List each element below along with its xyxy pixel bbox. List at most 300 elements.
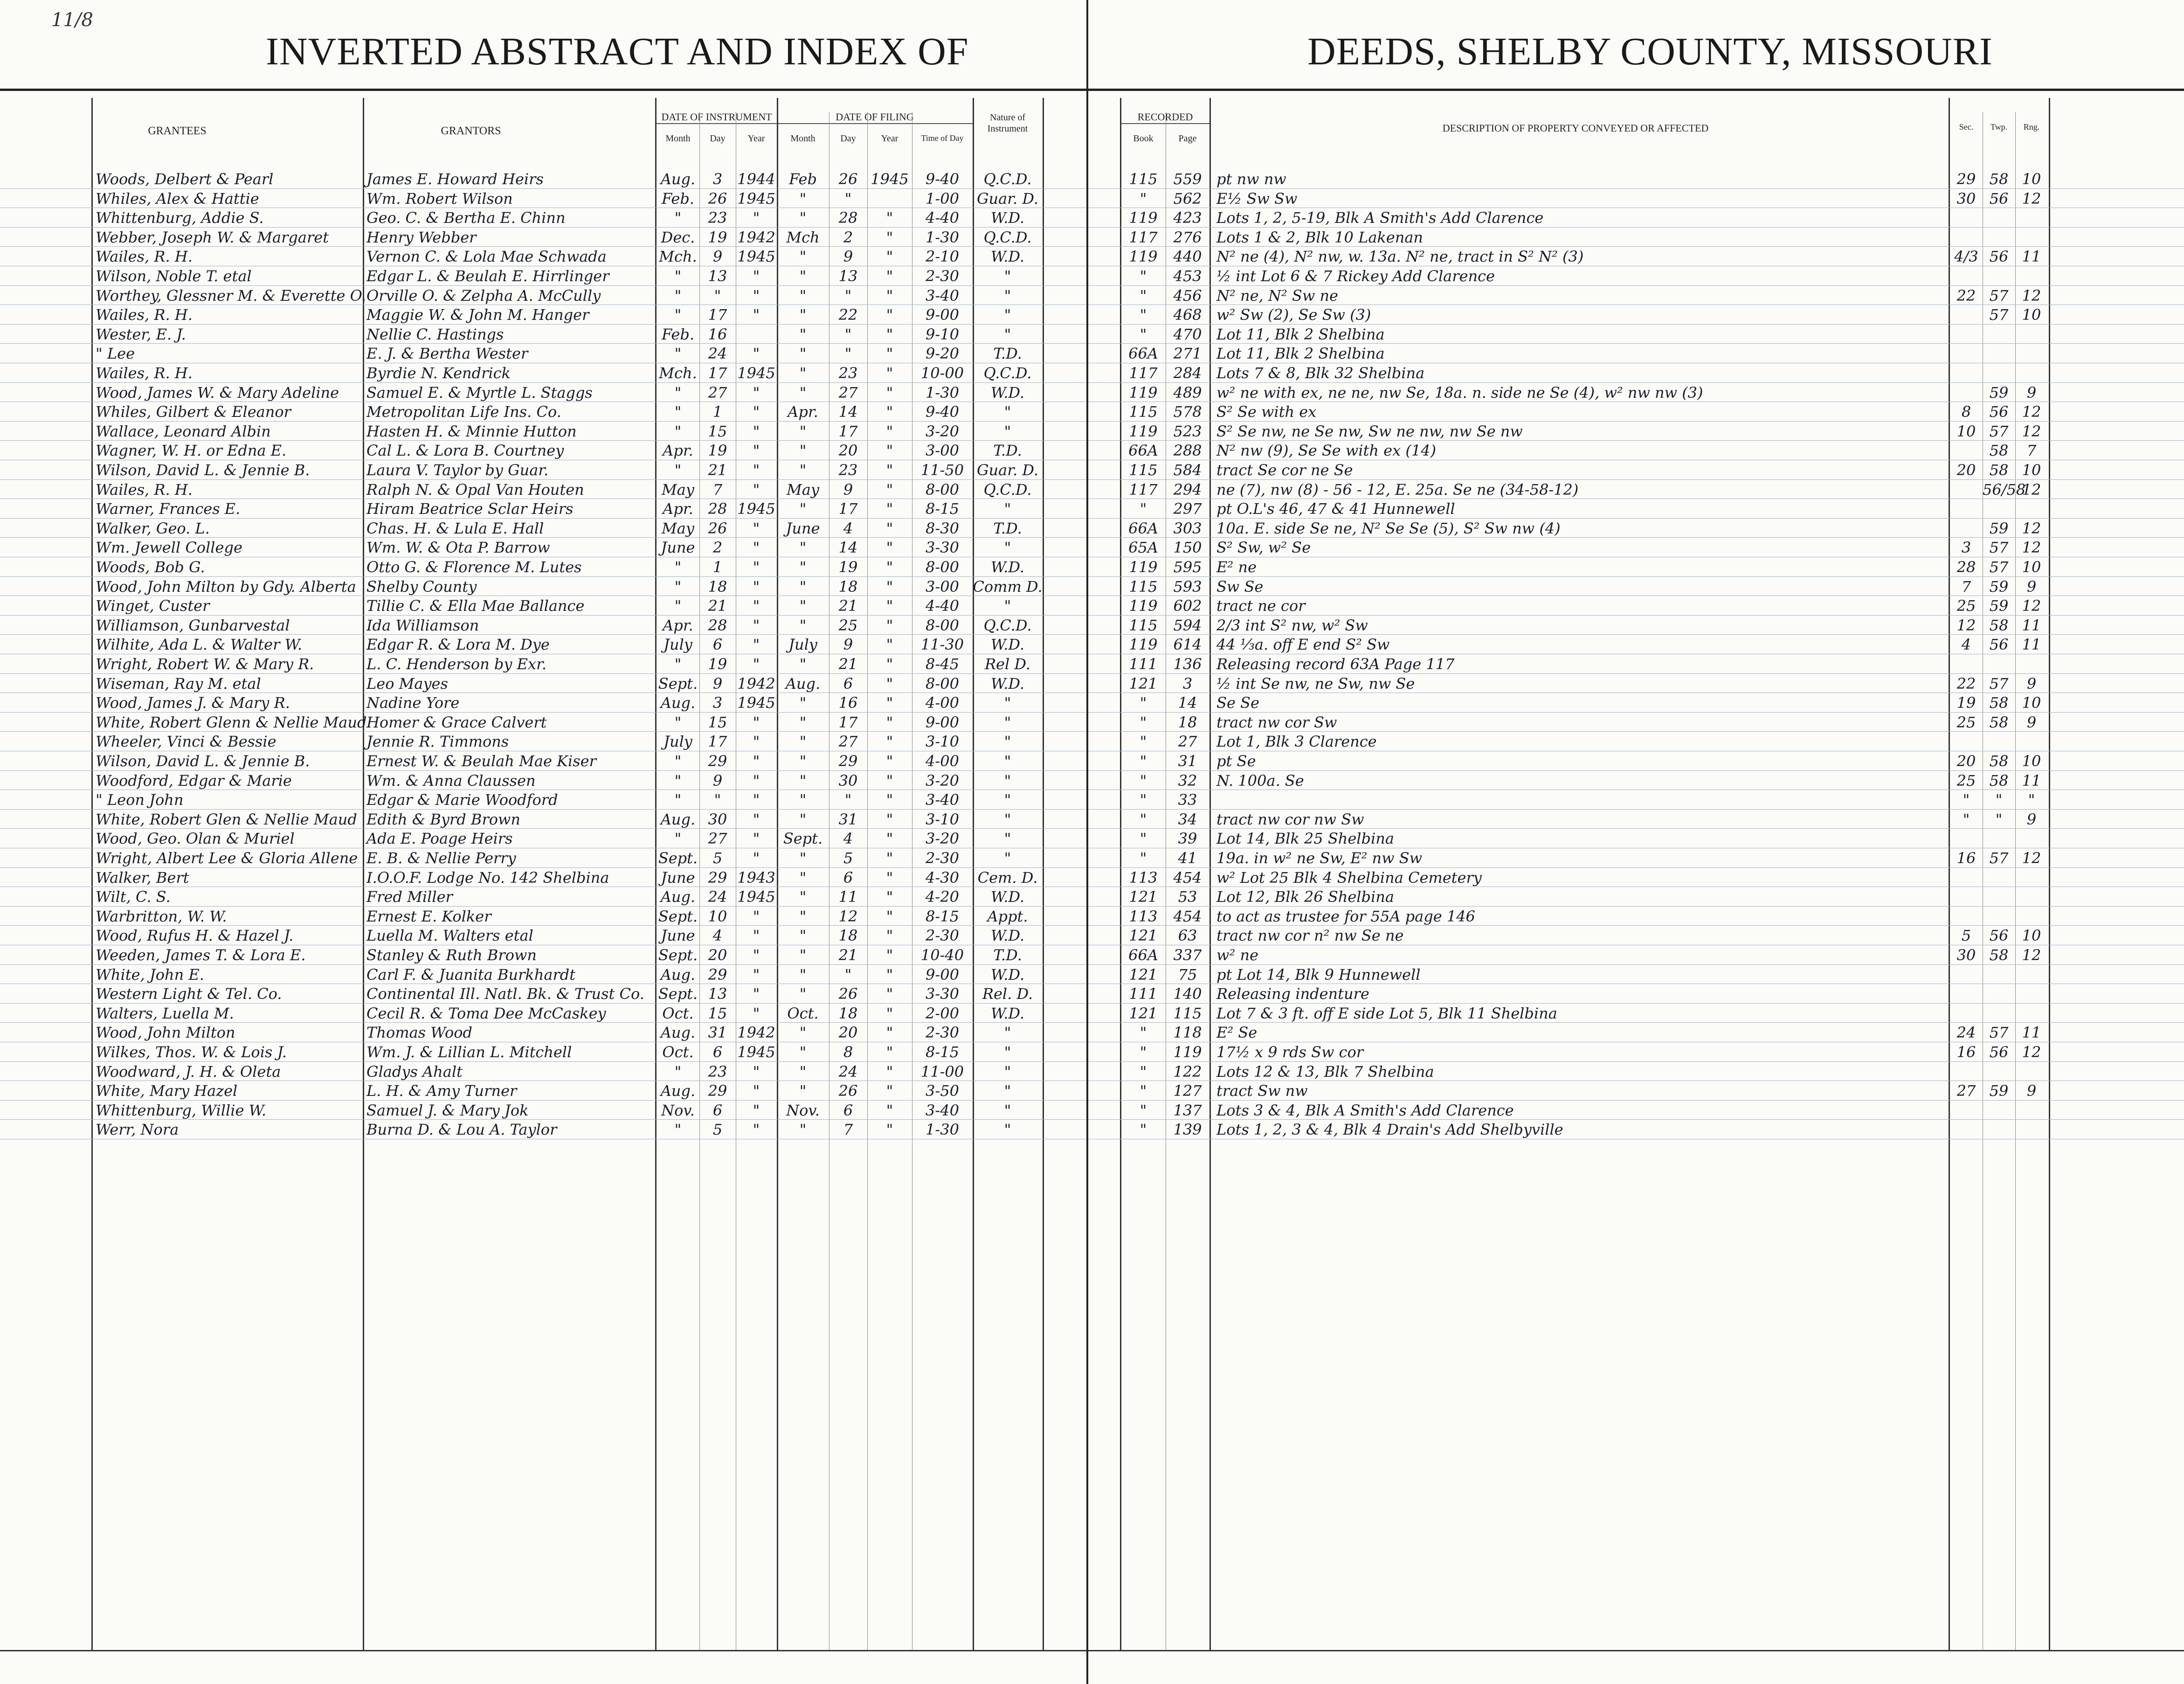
- time-of-day-cell: 8-00: [926, 616, 959, 634]
- instrument-year-cell: 1945: [737, 364, 775, 382]
- nature-cell: ": [1004, 733, 1011, 751]
- instrument-year-cell: ": [753, 927, 760, 945]
- ledger-row: [1088, 790, 2184, 810]
- ledger-row: [0, 828, 1086, 848]
- ledger-row: [0, 848, 1086, 868]
- instrument-year-cell: ": [753, 616, 760, 634]
- ledger-row: [0, 1022, 1086, 1042]
- description-cell: Lot 7 & 3 ft. off E side Lot 5, Blk 11 Shelbina: [1216, 1004, 1557, 1022]
- rng-cell: 9: [2026, 577, 2037, 596]
- filing-year-cell: ": [886, 1024, 893, 1042]
- ledger-row: [0, 227, 1086, 247]
- grantee-cell: Wallace, Leonard Albin: [96, 422, 271, 440]
- instrument-year-cell: ": [753, 577, 760, 596]
- grantee-cell: Wilson, Noble T. etal: [96, 267, 252, 285]
- page-cell: 337: [1173, 946, 1202, 964]
- time-of-day-header: Time of Day: [921, 133, 964, 143]
- instrument-month-cell: ": [674, 461, 682, 479]
- grantee-cell: Wailes, R. H.: [96, 248, 193, 266]
- instrument-day-cell: 21: [708, 597, 727, 615]
- book-cell: 115: [1129, 403, 1158, 421]
- book-cell: ": [1140, 733, 1147, 751]
- sec-cell: 29: [1956, 170, 1976, 188]
- grantor-cell: Thomas Wood: [366, 1024, 472, 1042]
- instrument-month-cell: Oct.: [662, 1004, 694, 1022]
- twp-cell: 57: [1989, 422, 2009, 440]
- ledger-row: [0, 887, 1086, 907]
- description-cell: tract ne cor: [1216, 597, 1306, 615]
- instrument-month-cell: Mch.: [659, 364, 697, 382]
- page-cell: 39: [1178, 830, 1197, 848]
- instrument-day-cell: 26: [708, 519, 727, 537]
- ledger-row: [0, 382, 1086, 402]
- filing-day-cell: 18: [838, 927, 858, 945]
- filing-month-cell: Mch: [786, 228, 820, 246]
- ledger-row: [0, 925, 1086, 945]
- time-of-day-cell: 1-00: [926, 189, 959, 208]
- left-page: [0, 0, 1088, 1684]
- time-of-day-cell: 2-30: [926, 927, 959, 945]
- filing-year-cell: ": [886, 946, 893, 964]
- grantee-cell: Wester, E. J.: [96, 325, 186, 343]
- filing-day-cell: 28: [838, 209, 858, 227]
- instrument-day-cell: 26: [708, 189, 727, 208]
- instrument-day-cell: 16: [708, 325, 727, 343]
- instrument-year-cell: ": [753, 345, 760, 363]
- filing-year-cell: ": [886, 558, 893, 576]
- description-cell: E² Se: [1216, 1024, 1258, 1042]
- rng-cell: 7: [2026, 442, 2037, 460]
- book-cell: 66A: [1128, 345, 1158, 363]
- grantor-cell: Nadine Yore: [366, 694, 460, 712]
- filing-year-cell: ": [886, 209, 893, 227]
- ledger-row: [0, 440, 1086, 460]
- instrument-month-cell: Sept.: [658, 849, 698, 867]
- book-cell: 117: [1129, 364, 1158, 382]
- ledger-row: [1088, 712, 2184, 732]
- ledger-row: [1088, 305, 2184, 325]
- rng-cell: 9: [2026, 383, 2037, 402]
- nature-cell: ": [1004, 1062, 1011, 1081]
- ledger-row: [1088, 363, 2184, 383]
- filing-day-cell: 9: [843, 480, 853, 499]
- description-cell: Releasing record 63A Page 117: [1216, 655, 1455, 673]
- description-cell: S² Se nw, ne Se nw, Sw ne nw, nw Se nw: [1216, 422, 1523, 440]
- ledger-row: [1088, 1042, 2184, 1062]
- rng-cell: 10: [2022, 558, 2041, 576]
- instrument-year-cell: ": [753, 1062, 760, 1081]
- instrument-year-cell: ": [753, 403, 760, 421]
- instrument-year-cell: ": [753, 965, 760, 984]
- ledger-row: [0, 673, 1086, 693]
- time-of-day-cell: 3-00: [926, 577, 959, 596]
- filing-day-cell: 12: [838, 907, 858, 925]
- book-cell: 115: [1129, 577, 1158, 596]
- ledger-row: [1088, 266, 2184, 286]
- rng-cell: 12: [2022, 286, 2041, 305]
- rng-cell: 12: [2022, 403, 2041, 421]
- instrument-month-cell: ": [674, 1062, 682, 1081]
- filing-day-cell: 18: [838, 577, 858, 596]
- ledger-row: [0, 557, 1086, 577]
- book-cell: 111: [1129, 655, 1158, 673]
- grantee-cell: Western Light & Tel. Co.: [96, 985, 282, 1003]
- description-cell: Sw Se: [1216, 577, 1264, 596]
- description-cell: tract Se cor ne Se: [1216, 461, 1353, 479]
- instrument-year-cell: ": [753, 791, 760, 809]
- nature-cell: ": [1004, 694, 1011, 712]
- ledger-row: [0, 790, 1086, 810]
- ledger-row: [0, 712, 1086, 732]
- right-page: [1088, 0, 2184, 1684]
- grantor-cell: Ernest E. Kolker: [366, 907, 491, 925]
- filing-month-cell: ": [799, 248, 807, 266]
- grantor-cell: Samuel J. & Mary Jok: [366, 1101, 529, 1119]
- page-cell: 489: [1173, 383, 1202, 402]
- nature-cell: Cem. D.: [977, 868, 1038, 887]
- ledger-row: [0, 169, 1086, 189]
- page-cell: 137: [1173, 1101, 1202, 1119]
- instrument-month-cell: ": [674, 267, 682, 285]
- nature-cell: Q.C.D.: [983, 170, 1032, 188]
- book-cell: ": [1140, 1101, 1147, 1119]
- left-page-title: INVERTED ABSTRACT AND INDEX OF: [266, 30, 969, 73]
- grantee-cell: " Lee: [96, 345, 135, 363]
- book-cell: ": [1140, 1082, 1147, 1100]
- instrument-year-cell: 1945: [737, 500, 775, 518]
- filing-day-cell: ": [844, 965, 852, 984]
- filing-year-cell: ": [886, 1062, 893, 1081]
- rng-cell: 12: [2022, 1043, 2041, 1061]
- instrument-year-cell: ": [753, 286, 760, 305]
- filing-year-cell: ": [886, 286, 893, 305]
- ledger-row: [1088, 731, 2184, 751]
- time-of-day-cell: 11-50: [920, 461, 964, 479]
- rng-cell: 10: [2022, 694, 2041, 712]
- instrument-day-cell: 9: [712, 248, 723, 266]
- book-cell: 66A: [1128, 442, 1158, 460]
- page-cell: 140: [1173, 985, 1202, 1003]
- nature-cell: ": [1004, 286, 1011, 305]
- book-cell: 66A: [1128, 946, 1158, 964]
- filing-year-cell: ": [886, 306, 893, 324]
- page-cell: 18: [1178, 713, 1197, 731]
- ledger-row: [0, 867, 1086, 887]
- grantor-cell: Shelby County: [366, 577, 477, 596]
- ledger-row: [0, 1081, 1086, 1101]
- grantor-cell: Edgar L. & Beulah E. Hirrlinger: [366, 267, 609, 285]
- twp-cell: 56: [1989, 248, 2009, 266]
- nature-cell: ": [1004, 1082, 1011, 1100]
- filing-day-cell: 31: [838, 810, 858, 828]
- filing-month-cell: Nov.: [786, 1101, 820, 1119]
- nature-cell: ": [1004, 791, 1011, 809]
- time-of-day-cell: 2-30: [926, 849, 959, 867]
- twp-cell: 57: [1989, 849, 2009, 867]
- filing-month-cell: Oct.: [787, 1004, 819, 1022]
- nature-cell: ": [1004, 1121, 1011, 1139]
- grantee-cell: White, Robert Glen & Nellie Maud: [96, 810, 357, 828]
- rng-header: Rng.: [2023, 122, 2040, 132]
- page-cell: 602: [1173, 597, 1202, 615]
- instrument-year-cell: ": [753, 597, 760, 615]
- nature-cell: ": [1004, 1024, 1011, 1042]
- page-cell: 578: [1173, 403, 1202, 421]
- filing-month-cell: ": [799, 713, 807, 731]
- time-of-day-cell: 9-40: [926, 403, 959, 421]
- filing-day-cell: 26: [838, 985, 858, 1003]
- book-cell: ": [1140, 752, 1147, 770]
- grantee-cell: Wilson, David L. & Jennie B.: [96, 752, 310, 770]
- page-cell: 453: [1173, 267, 1202, 285]
- ledger-row: [1088, 984, 2184, 1004]
- time-of-day-cell: 4-40: [926, 597, 959, 615]
- time-of-day-cell: 1-30: [926, 1121, 959, 1139]
- twp-cell: 58: [1989, 694, 2009, 712]
- twp-header: Twp.: [1990, 122, 2008, 132]
- time-of-day-cell: 8-15: [926, 907, 959, 925]
- book-cell: ": [1140, 267, 1147, 285]
- time-of-day-cell: 3-40: [926, 791, 959, 809]
- grantee-cell: Warbritton, W. W.: [96, 907, 227, 925]
- grantor-cell: Edgar R. & Lora M. Dye: [366, 636, 550, 654]
- filing-day-cell: 26: [838, 1082, 858, 1100]
- ledger-row: [0, 964, 1086, 984]
- nature-cell: ": [1004, 830, 1011, 848]
- filing-day-cell: 23: [838, 364, 858, 382]
- grantor-cell: Leo Mayes: [366, 674, 448, 693]
- page-cell: 594: [1173, 616, 1202, 634]
- filing-day-cell: 14: [838, 539, 858, 557]
- instrument-day-cell: 24: [708, 345, 727, 363]
- page-cell: 119: [1173, 1043, 1202, 1061]
- ledger-row: [1088, 382, 2184, 402]
- description-cell: Lots 7 & 8, Blk 32 Shelbina: [1216, 364, 1425, 382]
- filing-year-cell: ": [886, 927, 893, 945]
- instrument-day-cell: 20: [708, 946, 727, 964]
- grantee-cell: " Leon John: [96, 791, 184, 809]
- sec-cell: 16: [1956, 849, 1976, 867]
- grantee-cell: White, Mary Hazel: [96, 1082, 238, 1100]
- rng-cell: 10: [2022, 306, 2041, 324]
- nature-cell: ": [1004, 1101, 1011, 1119]
- filing-month-cell: ": [799, 655, 807, 673]
- page-cell: 440: [1173, 248, 1202, 266]
- page-cell: 584: [1173, 461, 1202, 479]
- filing-day-cell: 18: [838, 1004, 858, 1022]
- instrument-month-cell: ": [674, 286, 682, 305]
- ledger-row: [0, 770, 1086, 790]
- filing-month-cell: ": [799, 345, 807, 363]
- instrument-month-cell: ": [674, 713, 682, 731]
- nature-cell: W.D.: [990, 248, 1025, 266]
- description-cell: Lot 11, Blk 2 Shelbina: [1216, 325, 1385, 343]
- filing-year-cell: ": [886, 655, 893, 673]
- grantee-cell: Werr, Nora: [96, 1121, 179, 1139]
- instrument-day-cell: 23: [708, 209, 727, 227]
- instrument-month-cell: ": [674, 791, 682, 809]
- ledger-row: [0, 285, 1086, 305]
- filing-day-cell: 6: [843, 674, 853, 693]
- rng-cell: 10: [2022, 752, 2041, 770]
- ledger-row: [1088, 634, 2184, 654]
- instrument-month-cell: Sept.: [658, 946, 698, 964]
- instrument-day-cell: 13: [708, 267, 727, 285]
- filing-day-header: Day: [840, 133, 856, 144]
- ledger-row: [1088, 848, 2184, 868]
- nature-cell: ": [1004, 267, 1011, 285]
- nature-cell: Q.C.D.: [983, 364, 1032, 382]
- sec-cell: 8: [1961, 403, 1971, 421]
- filing-month-cell: ": [799, 422, 807, 440]
- instrument-month-cell: ": [674, 771, 682, 790]
- grantee-cell: Wheeler, Vinci & Bessie: [96, 733, 276, 751]
- instrument-day-cell: 29: [708, 965, 727, 984]
- description-cell: Lots 1, 2, 5-19, Blk A Smith's Add Clarence: [1216, 209, 1544, 227]
- filing-day-cell: 22: [838, 306, 858, 324]
- page-cell: 559: [1173, 170, 1202, 188]
- rng-cell: 11: [2022, 636, 2041, 654]
- time-of-day-cell: 9-00: [926, 713, 959, 731]
- filing-month-cell: ": [799, 286, 807, 305]
- instrument-day-cell: ": [714, 286, 721, 305]
- ledger-row: [0, 460, 1086, 480]
- description-cell: N² ne, N² Sw ne: [1216, 286, 1338, 305]
- book-cell: 65A: [1128, 539, 1158, 557]
- filing-day-cell: 17: [838, 500, 858, 518]
- ledger-row: [0, 634, 1086, 654]
- instrument-year-cell: 1944: [737, 170, 775, 188]
- ledger-row: [0, 402, 1086, 422]
- grantor-cell: Geo. C. & Bertha E. Chinn: [366, 209, 566, 227]
- ledger-row: [0, 1042, 1086, 1062]
- sec-cell: 27: [1956, 1082, 1976, 1100]
- description-cell: ½ int Lot 6 & 7 Rickey Add Clarence: [1216, 267, 1495, 285]
- grantee-cell: Wailes, R. H.: [96, 480, 193, 499]
- ledger-row: [0, 363, 1086, 383]
- ledger-row: [1088, 285, 2184, 305]
- time-of-day-cell: 2-00: [926, 1004, 959, 1022]
- inst-year-header: Year: [747, 133, 765, 144]
- page-cell: 468: [1173, 306, 1202, 324]
- header-rule: [1088, 89, 2184, 91]
- time-of-day-cell: 4-20: [926, 888, 959, 906]
- nature-cell: Guar. D.: [976, 461, 1039, 479]
- filing-year-cell: ": [886, 907, 893, 925]
- book-cell: 119: [1129, 636, 1158, 654]
- page-cell: 34: [1178, 810, 1197, 828]
- grantor-cell: Homer & Grace Calvert: [366, 713, 547, 731]
- filing-month-cell: ": [799, 694, 807, 712]
- book-cell: 119: [1129, 209, 1158, 227]
- rng-cell: 12: [2022, 946, 2041, 964]
- instrument-day-cell: 27: [708, 383, 727, 402]
- filing-month-cell: ": [799, 539, 807, 557]
- time-of-day-cell: 1-30: [926, 228, 959, 246]
- grantee-cell: Walker, Bert: [96, 868, 189, 887]
- grantor-cell: Wm. Robert Wilson: [366, 189, 513, 208]
- nature-cell: ": [1004, 1043, 1011, 1061]
- ledger-row: [0, 537, 1086, 557]
- filing-month-cell: ": [799, 364, 807, 382]
- book-cell: 115: [1129, 616, 1158, 634]
- filing-month-cell: ": [799, 461, 807, 479]
- grantor-cell: Laura V. Taylor by Guar.: [366, 461, 549, 479]
- page-cell: 303: [1173, 519, 1202, 537]
- ledger-row: [1088, 188, 2184, 208]
- nature-cell: ": [1004, 713, 1011, 731]
- twp-cell: 56: [1989, 636, 2009, 654]
- instrument-day-cell: 4: [712, 927, 723, 945]
- sec-cell: 22: [1956, 674, 1976, 693]
- ledger-row: [1088, 615, 2184, 635]
- sec-cell: 28: [1956, 558, 1976, 576]
- grantor-cell: Burna D. & Lou A. Taylor: [366, 1121, 557, 1139]
- filing-year-cell: ": [886, 422, 893, 440]
- time-of-day-cell: 3-10: [926, 810, 959, 828]
- grantor-cell: Henry Webber: [366, 228, 477, 246]
- sec-cell: ": [1963, 810, 1970, 828]
- book-cell: ": [1140, 1024, 1147, 1042]
- description-cell: 19a. in w² ne Sw, E² nw Sw: [1216, 849, 1422, 867]
- sec-cell: 12: [1956, 616, 1976, 634]
- rng-cell: 10: [2022, 927, 2041, 945]
- ledger-row: [0, 731, 1086, 751]
- ledger-row: [0, 246, 1086, 266]
- time-of-day-cell: 9-00: [926, 306, 959, 324]
- grantee-cell: Wailes, R. H.: [96, 306, 193, 324]
- header-rule: [0, 89, 1086, 91]
- twp-cell: 58: [1989, 713, 2009, 731]
- grantor-cell: Chas. H. & Lula E. Hall: [366, 519, 544, 537]
- book-cell: 66A: [1128, 519, 1158, 537]
- time-of-day-cell: 9-10: [926, 325, 959, 343]
- filing-month-cell: Feb: [789, 170, 817, 188]
- ledger-row: [1088, 324, 2184, 344]
- instrument-month-cell: Aug.: [660, 888, 696, 906]
- description-cell: Lots 1 & 2, Blk 10 Lakenan: [1216, 228, 1424, 246]
- instrument-day-cell: 3: [712, 694, 723, 712]
- instrument-year-cell: ": [753, 752, 760, 770]
- inst-month-header: Month: [665, 133, 691, 144]
- filing-day-cell: 11: [838, 888, 858, 906]
- ledger-row: [0, 421, 1086, 441]
- book-cell: 121: [1129, 965, 1158, 984]
- time-of-day-cell: 8-15: [926, 1043, 959, 1061]
- filing-month-header: Month: [790, 133, 816, 144]
- twp-cell: 57: [1989, 558, 2009, 576]
- grantor-cell: Tillie C. & Ella Mae Ballance: [366, 597, 585, 615]
- filing-month-cell: ": [799, 733, 807, 751]
- book-cell: 121: [1129, 927, 1158, 945]
- instrument-month-cell: Aug.: [660, 694, 696, 712]
- sec-cell: 24: [1956, 1024, 1976, 1042]
- filing-month-cell: ": [799, 325, 807, 343]
- instrument-month-cell: Dec.: [661, 228, 695, 246]
- filing-year-cell: ": [886, 442, 893, 460]
- rng-cell: 9: [2026, 674, 2037, 693]
- ledger-row: [1088, 887, 2184, 907]
- description-cell: Lot 14, Blk 25 Shelbina: [1216, 830, 1394, 848]
- time-of-day-cell: 8-00: [926, 558, 959, 576]
- page-mark: 11/8: [51, 9, 93, 31]
- description-cell: pt Lot 14, Blk 9 Hunnewell: [1216, 965, 1421, 984]
- nature-cell: ": [1004, 810, 1011, 828]
- book-cell: 119: [1129, 558, 1158, 576]
- instrument-month-cell: Sept.: [658, 907, 698, 925]
- nature-header: Nature of Instrument: [987, 112, 1028, 134]
- grantee-cell: Wood, John Milton by Gdy. Alberta: [96, 577, 356, 596]
